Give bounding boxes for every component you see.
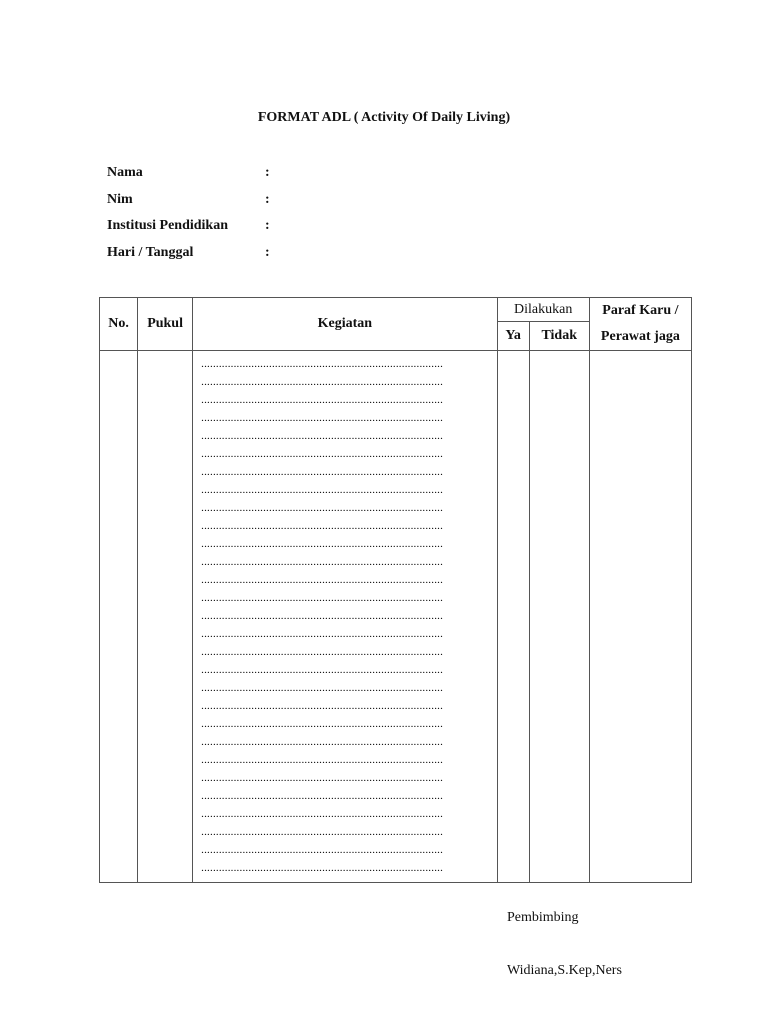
dotted-line: .................................................................................. bbox=[201, 358, 444, 370]
cell-pukul bbox=[138, 351, 193, 883]
dotted-line: .................................................................................. bbox=[201, 628, 444, 640]
dotted-line: .................................................................................. bbox=[201, 682, 444, 694]
dotted-line: .................................................................................. bbox=[201, 700, 444, 712]
dotted-line: .................................................................................. bbox=[201, 430, 444, 442]
field-nama bbox=[107, 165, 275, 181]
dotted-line: .................................................................................. bbox=[201, 754, 444, 766]
dotted-line: .................................................................................. bbox=[201, 808, 444, 820]
dotted-line: .................................................................................. bbox=[201, 664, 444, 676]
header-kegiatan: Kegiatan bbox=[193, 298, 498, 351]
field-institusi bbox=[107, 218, 275, 234]
cell-tidak bbox=[529, 351, 589, 883]
dotted-line: .................................................................................. bbox=[201, 736, 444, 748]
dotted-line: .................................................................................. bbox=[201, 610, 444, 622]
signature-label: Pembimbing bbox=[507, 910, 579, 925]
table-row bbox=[100, 351, 692, 883]
dotted-line: .................................................................................. bbox=[201, 466, 444, 478]
dotted-line: .................................................................................. bbox=[201, 574, 444, 586]
dotted-line: .................................................................................. bbox=[201, 520, 444, 532]
cell-ya bbox=[497, 351, 529, 883]
dotted-line: .................................................................................. bbox=[201, 556, 444, 568]
header-pukul: Pukul bbox=[138, 298, 193, 351]
dotted-line: .................................................................................. bbox=[201, 826, 444, 838]
dotted-line: .................................................................................. bbox=[201, 448, 444, 460]
field-label: Hari / Tanggal bbox=[107, 245, 194, 260]
dotted-line: .................................................................................. bbox=[201, 862, 444, 874]
adl-table bbox=[99, 297, 692, 883]
header-paraf-line1: Paraf Karu / bbox=[602, 303, 679, 318]
field-hari-tanggal bbox=[107, 245, 275, 261]
document-title: FORMAT ADL ( Activity Of Daily Living) bbox=[257, 110, 511, 125]
dotted-line: .................................................................................. bbox=[201, 592, 444, 604]
header-no: No. bbox=[100, 298, 138, 351]
field-nim bbox=[107, 192, 275, 208]
field-label: Nim bbox=[107, 192, 133, 207]
dotted-line: .................................................................................. bbox=[201, 718, 444, 730]
dotted-line: .................................................................................. bbox=[201, 646, 444, 658]
field-label: Institusi Pendidikan bbox=[107, 218, 228, 233]
signature-name: Widiana,S.Kep,Ners bbox=[507, 963, 622, 978]
field-colon: : bbox=[265, 245, 270, 260]
header-paraf bbox=[589, 298, 691, 351]
header-paraf-line2: Perawat jaga bbox=[600, 329, 680, 344]
cell-kegiatan bbox=[193, 351, 498, 883]
header-tidak: Tidak bbox=[529, 322, 589, 351]
dotted-line: .................................................................................. bbox=[201, 412, 444, 424]
dotted-line: .................................................................................. bbox=[201, 790, 444, 802]
dotted-line: .................................................................................. bbox=[201, 394, 444, 406]
dotted-line: .................................................................................. bbox=[201, 376, 444, 388]
cell-paraf bbox=[589, 351, 691, 883]
kegiatan-dotted-lines bbox=[193, 351, 497, 877]
field-colon: : bbox=[265, 192, 270, 207]
dotted-line: .................................................................................. bbox=[201, 772, 444, 784]
dotted-line: .................................................................................. bbox=[201, 502, 444, 514]
header-ya: Ya bbox=[497, 322, 529, 351]
dotted-line: .................................................................................. bbox=[201, 844, 444, 856]
field-colon: : bbox=[265, 218, 270, 233]
field-colon: : bbox=[265, 165, 270, 180]
dotted-line: .................................................................................. bbox=[201, 538, 444, 550]
field-label: Nama bbox=[107, 165, 143, 180]
dotted-line: .................................................................................. bbox=[201, 484, 444, 496]
header-dilakukan: Dilakukan bbox=[497, 298, 589, 322]
cell-no bbox=[100, 351, 138, 883]
